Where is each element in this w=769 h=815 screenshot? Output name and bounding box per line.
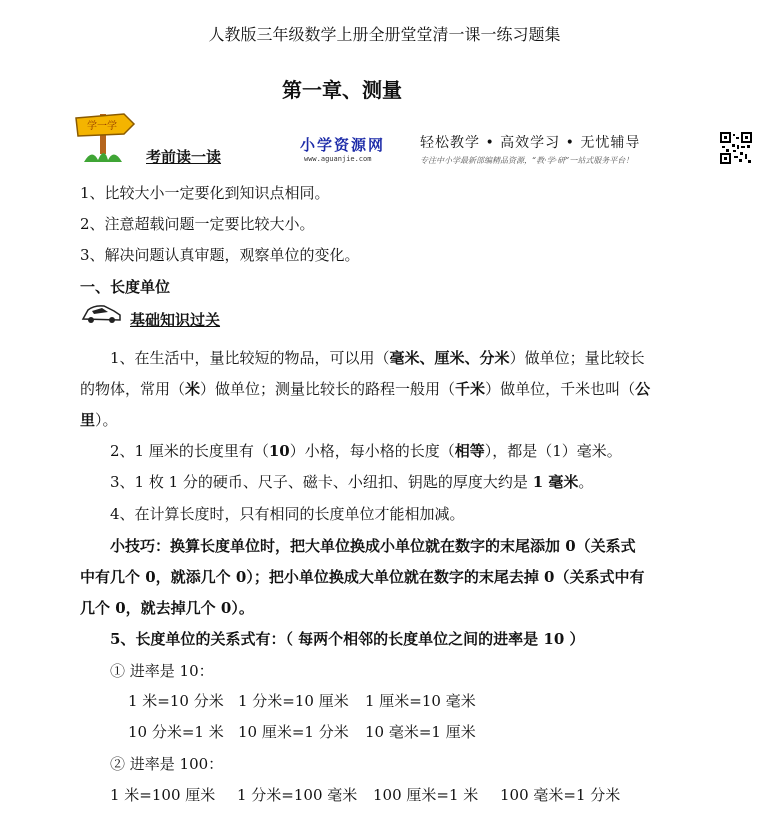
conversion-item: 1 分米=10 厘米 <box>238 692 349 710</box>
conversion-item: 10 毫米=1 厘米 <box>365 723 476 741</box>
site-slogan-sub: 专注中小学最新部编精品资源，“教·学·研”一站式服务平台！ <box>420 156 634 165</box>
signpost-label: 学一学 <box>87 121 117 132</box>
conversion-item: 1 米=100 厘米 <box>110 786 216 804</box>
site-slogan: 轻松教学 • 高效学习 • 无忧辅导 <box>420 135 641 151</box>
tip-line-3: 几个 0，就去掉几个 0）。 <box>80 599 254 617</box>
conversion-item: 1 米=10 分米 <box>128 692 224 710</box>
tip-3: 3、解决问题认真审题，观察单位的变化。 <box>80 246 360 264</box>
paragraph-4: 4、在计算长度时，只有相同的长度单位才能相加减。 <box>110 505 465 523</box>
paragraph-1-line-2: 的物体，常用（米）做单位；测量比较长的路程一般用（千米）做单位，千米也叫（公 <box>80 380 651 398</box>
paragraph-2: 2、1 厘米的长度里有（10）小格，每小格的长度（相等），都是（1）毫米。 <box>110 442 622 460</box>
site-url: www.aguanjie.com <box>304 155 372 163</box>
paragraph-5: 5、长度单位的关系式有：（ 每两个相邻的长度单位之间的进率是 10 ） <box>110 630 585 648</box>
conversion-item: 100 毫米=1 分米 <box>500 786 621 804</box>
section-length-units-heading: 一、长度单位 <box>80 278 171 296</box>
conversion-item: 1 分米=100 毫米 <box>237 786 358 804</box>
page-header-title: 人教版三年级数学上册全册堂堂清一课一练习题集 <box>208 25 561 44</box>
conversion-item: 100 厘米=1 米 <box>373 786 479 804</box>
signpost-icon <box>74 104 136 164</box>
tip-2: 2、注意超载问题一定要比较大小。 <box>80 215 315 233</box>
paragraph-1-line-3: 里）。 <box>80 411 118 429</box>
pre-read-heading: 考前读一读 <box>146 148 222 166</box>
car-icon <box>80 303 122 325</box>
rate-100-label: ② 进率是 100： <box>110 755 224 773</box>
basic-knowledge-heading: 基础知识过关 <box>130 311 221 329</box>
conversion-item: 10 分米=1 米 <box>128 723 224 741</box>
site-logo: 小学资源网 <box>300 136 386 154</box>
tip-line-1: 小技巧：换算长度单位时，把大单位换成小单位就在数字的末尾添加 0（关系式 <box>110 537 636 555</box>
tip-line-2: 中有几个 0，就添几个 0）；把小单位换成大单位就在数字的末尾去掉 0（关系式中有 <box>80 568 645 586</box>
paragraph-3: 3、1 枚 1 分的硬币、尺子、磁卡、小纽扣、钥匙的厚度大约是 1 毫米。 <box>110 473 594 491</box>
conversion-item: 1 厘米=10 毫米 <box>365 692 476 710</box>
qr-code-icon <box>720 132 752 164</box>
conversion-item: 10 厘米=1 分米 <box>238 723 349 741</box>
chapter-title: 第一章、测量 <box>282 78 402 102</box>
paragraph-1-line-1: 1、在生活中，量比较短的物品，可以用（毫米、厘米、分米）做单位；量比较长 <box>110 349 645 367</box>
tip-1: 1、比较大小一定要化到知识点相同。 <box>80 184 330 202</box>
rate-10-label: ① 进率是 10： <box>110 662 214 680</box>
